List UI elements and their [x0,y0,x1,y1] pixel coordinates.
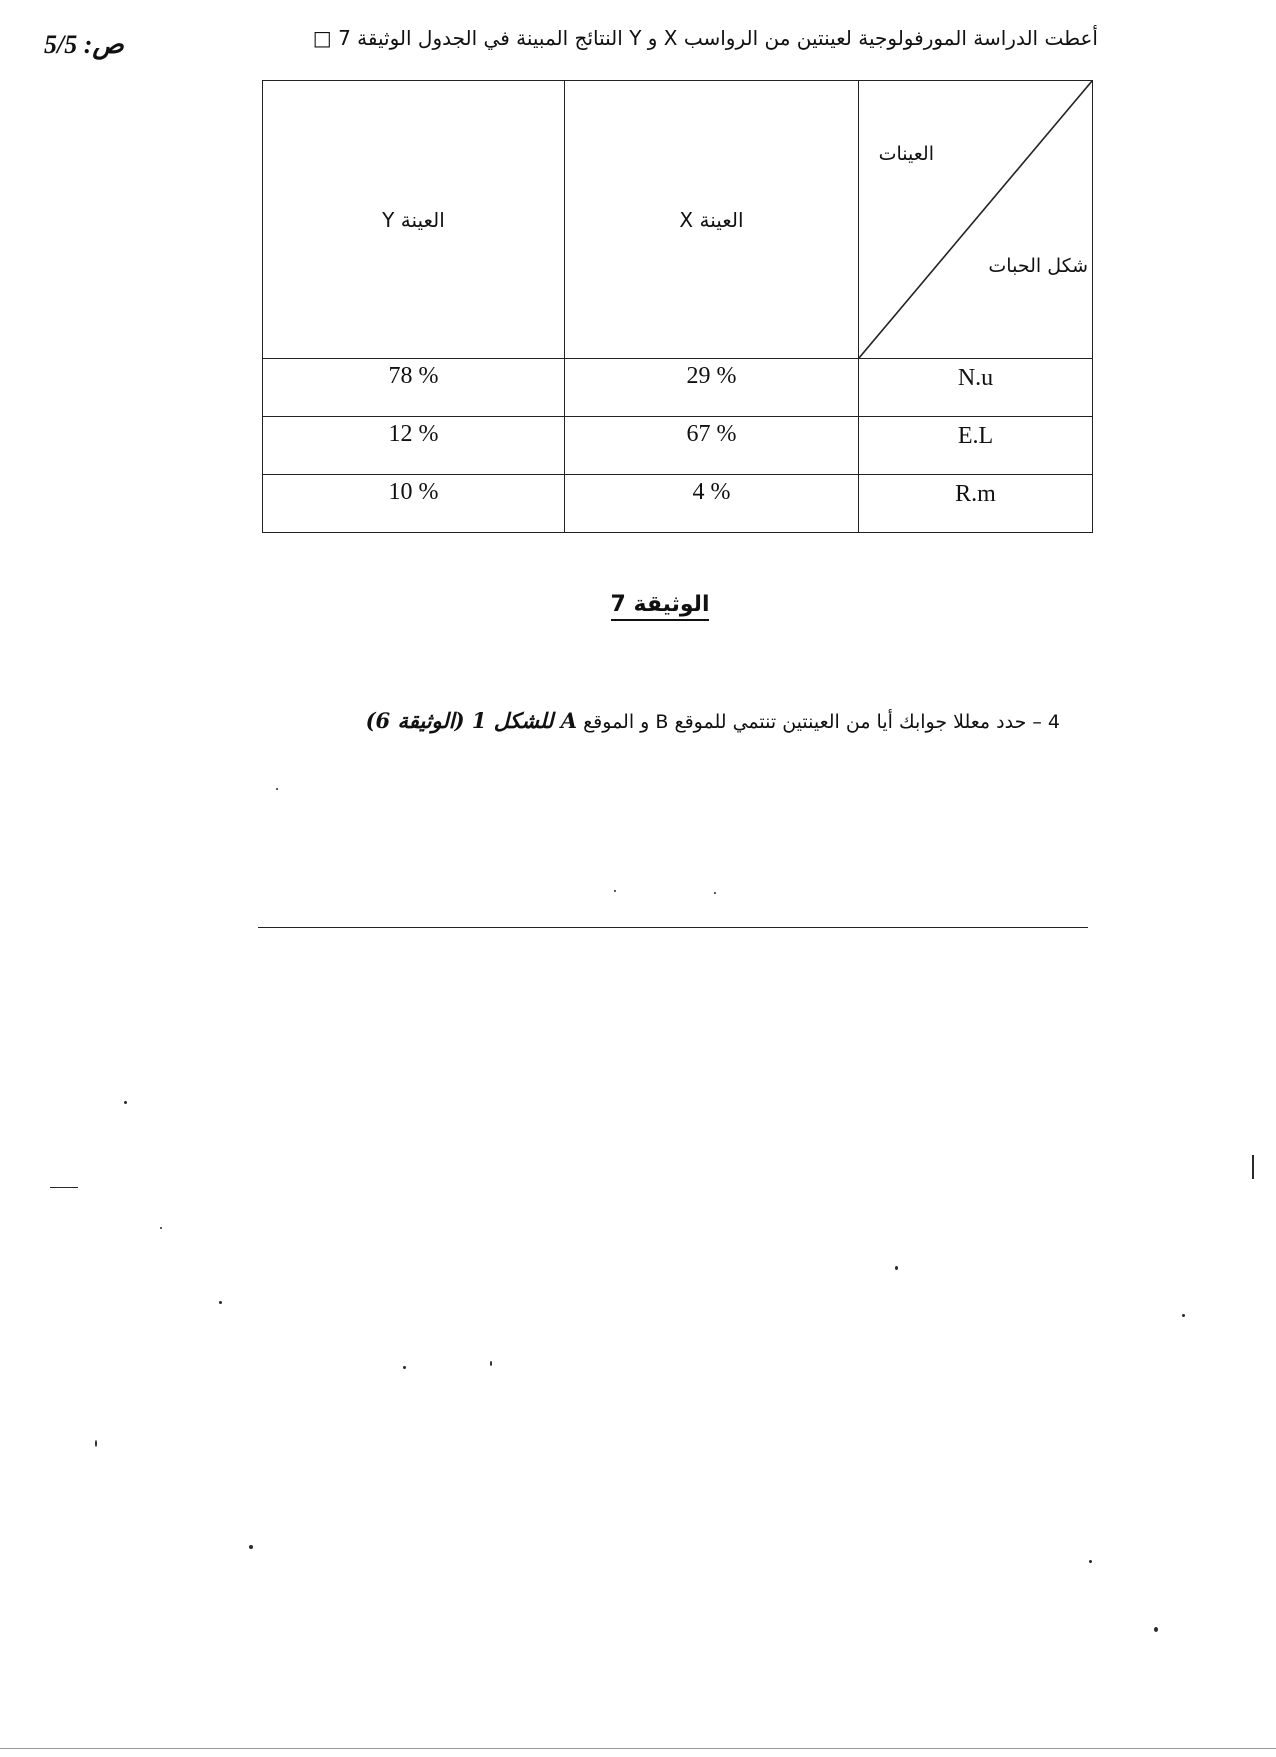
answer-line [258,927,1088,928]
diagonal-divider [859,81,1092,358]
header-diagonal-cell [859,81,1093,359]
table-row [263,359,1093,417]
question-handwritten-addition: A للشكل 1 (الوثيقة 6) [365,708,578,733]
cell-x-value: 67 % [565,417,859,475]
cell-y-value: 10 % [263,475,565,533]
table-row [263,417,1093,475]
intro-mark: □ [312,26,332,50]
intro-sentence: أعطت الدراسة المورفولوجية لعينتين من الرواسب X و Y النتائج المبينة في الجدول الوثيقة 7 [338,26,1098,50]
table-row [263,475,1093,533]
table-header-row [263,81,1093,359]
question-4 [290,708,1060,733]
document-caption-text: الوثيقة 7 [611,592,710,621]
header-grain-shape-label: شكل الحبات [988,255,1088,277]
header-samples-label: العينات [878,143,934,165]
intro-text [260,26,1098,50]
document-caption [560,592,760,617]
cell-x-value: 4 % [565,475,859,533]
cell-x-value: 29 % [565,359,859,417]
page-number: ص: 5/5 [44,30,124,59]
header-sample-x: العينة X [565,81,859,359]
morphology-table [262,80,1093,533]
question-text: 4 – حدد معللا جوابك أيا من العينتين تنتمي للموقع B و الموقع [583,711,1060,733]
cell-y-value: 78 % [263,359,565,417]
cell-y-value: 12 % [263,417,565,475]
cell-grain-label: N.u [859,359,1093,417]
cell-grain-label: E.L [859,417,1093,475]
header-sample-y: العينة Y [263,81,565,359]
page-bottom-rule [0,1748,1276,1749]
cell-grain-label: R.m [859,475,1093,533]
